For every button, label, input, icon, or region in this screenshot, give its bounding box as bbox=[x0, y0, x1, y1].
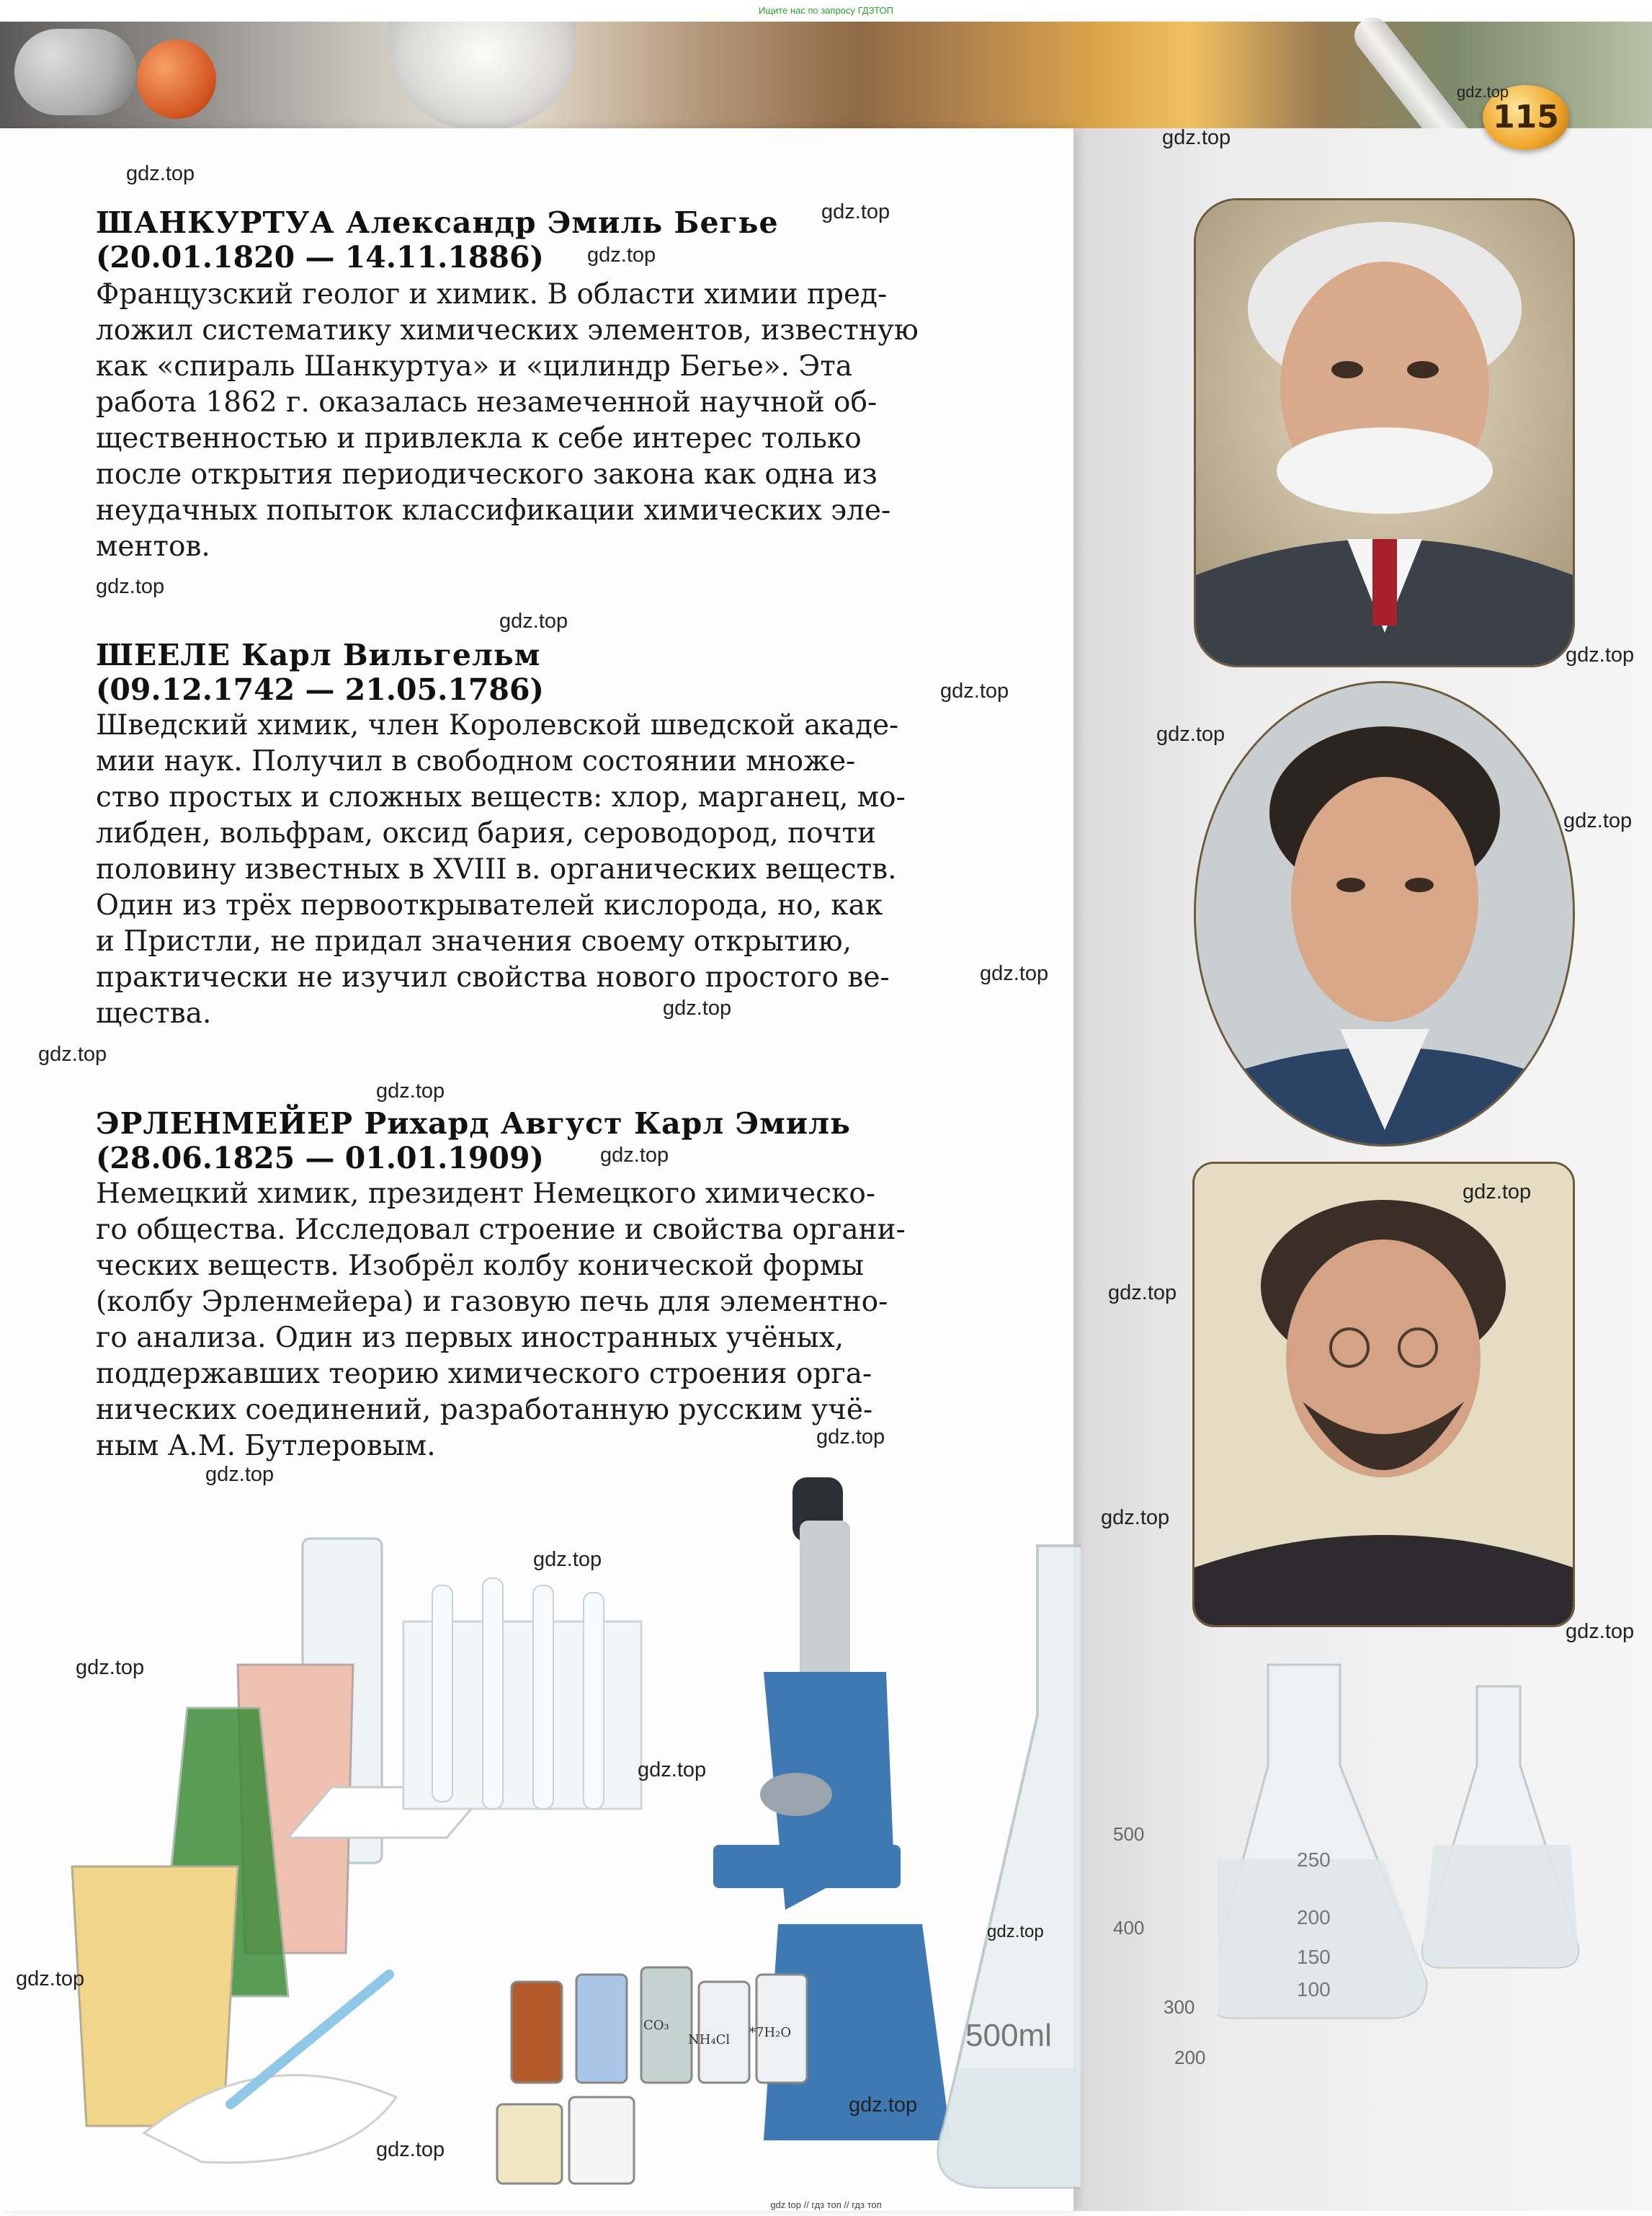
entry-2-dates: (09.12.1742 — 21.05.1786) bbox=[96, 672, 544, 707]
flask-mark: 200 bbox=[1174, 2047, 1206, 2068]
text-line: либден, вольфрам, оксид бария, сероводород, почти bbox=[96, 817, 877, 850]
text-line: го анализа. Один из первых иностранных учёных, bbox=[96, 1322, 844, 1354]
banner-spheres-image bbox=[14, 29, 137, 115]
text-line: мии наук. Получил в свободном состоянии множе- bbox=[96, 745, 856, 778]
flask2-mark: 150 bbox=[1297, 1946, 1331, 1968]
banner-orange-ball-image bbox=[137, 40, 216, 119]
text-line: ложил систематику химических элементов, известную bbox=[96, 314, 919, 347]
flask2-mark: 250 bbox=[1297, 1848, 1331, 1871]
text-line: половину известных в XVIII в. органических веществ. bbox=[96, 853, 897, 886]
entry-2-name: ШЕЕЛЕ Карл Вильгельм bbox=[96, 638, 541, 672]
watermark: gdz.top bbox=[587, 244, 656, 267]
flask-volume-label: 500ml bbox=[965, 2018, 1052, 2053]
watermark: gdz.top bbox=[96, 575, 165, 598]
vial-label: CO₃ bbox=[643, 2018, 669, 2033]
watermark: gdz.top bbox=[376, 2138, 445, 2161]
watermark: gdz.top bbox=[987, 1922, 1044, 1941]
watermark: gdz.top bbox=[600, 1144, 669, 1167]
text-line: Немецкий химик, президент Немецкого химическо- bbox=[96, 1178, 876, 1210]
flask-group-right-image bbox=[1218, 1657, 1621, 2032]
watermark: gdz.top bbox=[38, 1043, 107, 1066]
flask-mark: 400 bbox=[1113, 1917, 1145, 1939]
text-line: го общества. Исследовал строение и свойства органи- bbox=[96, 1214, 906, 1246]
text-line: после открытия периодического закона как одна из bbox=[96, 458, 878, 491]
watermark: gdz.top bbox=[1566, 644, 1635, 667]
watermark: gdz.top bbox=[816, 1425, 885, 1449]
watermark: gdz.top bbox=[663, 997, 732, 1020]
watermark: gdz.top bbox=[821, 200, 890, 223]
text-line: щественностью и привлекла к себе интерес только bbox=[96, 422, 862, 455]
text-line: ным А.М. Бутлеровым. bbox=[96, 1430, 436, 1462]
text-line: практически не изучил свойства нового простого ве- bbox=[96, 961, 890, 994]
text-line: нических соединений, разработанную русским учё- bbox=[96, 1394, 873, 1426]
footer-watermark: gdz top // гдз топ // гдз топ bbox=[770, 2199, 882, 2210]
watermark: gdz.top bbox=[16, 1967, 85, 1990]
lab-equipment-illustration bbox=[43, 1477, 1081, 2198]
text-line: ство простых и сложных веществ: хлор, марганец, мо- bbox=[96, 781, 906, 814]
page-number: 115 bbox=[1493, 99, 1559, 135]
entry-1-dates: (20.01.1820 — 14.11.1886) bbox=[96, 240, 544, 275]
flask2-mark: 100 bbox=[1297, 1978, 1331, 2001]
text-line: ческих веществ. Изобрёл колбу конической формы bbox=[96, 1250, 865, 1282]
watermark: gdz.top bbox=[1101, 1506, 1170, 1529]
watermark: gdz.top bbox=[499, 610, 568, 633]
watermark: gdz.top bbox=[205, 1463, 274, 1486]
watermark: gdz.top bbox=[849, 2093, 918, 2117]
watermark: gdz.top bbox=[940, 680, 1009, 703]
flask-mark: 300 bbox=[1164, 1996, 1195, 2018]
portrait-scheele-image bbox=[1194, 681, 1575, 1147]
watermark: gdz.top bbox=[126, 162, 195, 185]
text-line: ментов. bbox=[96, 530, 210, 563]
watermark: gdz.top bbox=[1457, 83, 1509, 101]
text-line: (колбу Эрленмейера) и газовую печь для элементно- bbox=[96, 1286, 888, 1318]
watermark: gdz.top bbox=[1566, 1620, 1635, 1643]
watermark: gdz.top bbox=[1162, 126, 1231, 149]
text-line: Шведский химик, член Королевской шведской акаде- bbox=[96, 709, 899, 742]
entry-3-text bbox=[96, 1176, 989, 1464]
watermark: gdz.top bbox=[76, 1656, 145, 1679]
flask2-mark: 200 bbox=[1297, 1906, 1331, 1928]
text-line: неудачных попыток классификации химических эле- bbox=[96, 494, 891, 527]
watermark: gdz.top bbox=[1108, 1281, 1177, 1304]
text-line: поддержавших теорию химического строения орга- bbox=[96, 1358, 872, 1390]
text-line: щества. bbox=[96, 997, 212, 1030]
watermark: gdz.top bbox=[980, 962, 1049, 985]
entry-3-name: ЭРЛЕНМЕЙЕР Рихард Август Карл Эмиль bbox=[96, 1106, 851, 1141]
vial-label: NH₄Cl bbox=[688, 2032, 731, 2047]
flask-mark: 500 bbox=[1113, 1823, 1145, 1845]
entry-3-dates: (28.06.1825 — 01.01.1909) bbox=[96, 1141, 544, 1175]
entry-1-name: ШАНКУРТУА Александр Эмиль Бегье bbox=[96, 205, 779, 240]
entry-1-text bbox=[96, 277, 989, 565]
search-hint: Ищите нас по запросу ГДЗТОП bbox=[758, 5, 893, 16]
text-line: как «спираль Шанкуртуа» и «цилиндр Бегье». Эта bbox=[96, 350, 853, 383]
portrait-chancourtois-image bbox=[1194, 198, 1575, 667]
text-line: работа 1862 г. оказалась незамеченной научной об- bbox=[96, 386, 878, 419]
watermark: gdz.top bbox=[1563, 809, 1633, 832]
vial-label: *7H₂O bbox=[749, 2025, 792, 2040]
portrait-erlenmeyer-image bbox=[1192, 1162, 1575, 1627]
watermark: gdz.top bbox=[533, 1548, 602, 1571]
watermark: gdz.top bbox=[1463, 1180, 1532, 1203]
watermark: gdz.top bbox=[1156, 723, 1225, 746]
text-line: Один из трёх первооткрывателей кислорода, но, как bbox=[96, 889, 883, 922]
text-line: и Пристли, не придал значения своему открытию, bbox=[96, 925, 852, 958]
entry-2-text bbox=[96, 708, 989, 1032]
watermark: gdz.top bbox=[638, 1758, 707, 1781]
watermark: gdz.top bbox=[376, 1080, 445, 1103]
text-line: Французский геолог и химик. В области химии пред- bbox=[96, 278, 888, 311]
